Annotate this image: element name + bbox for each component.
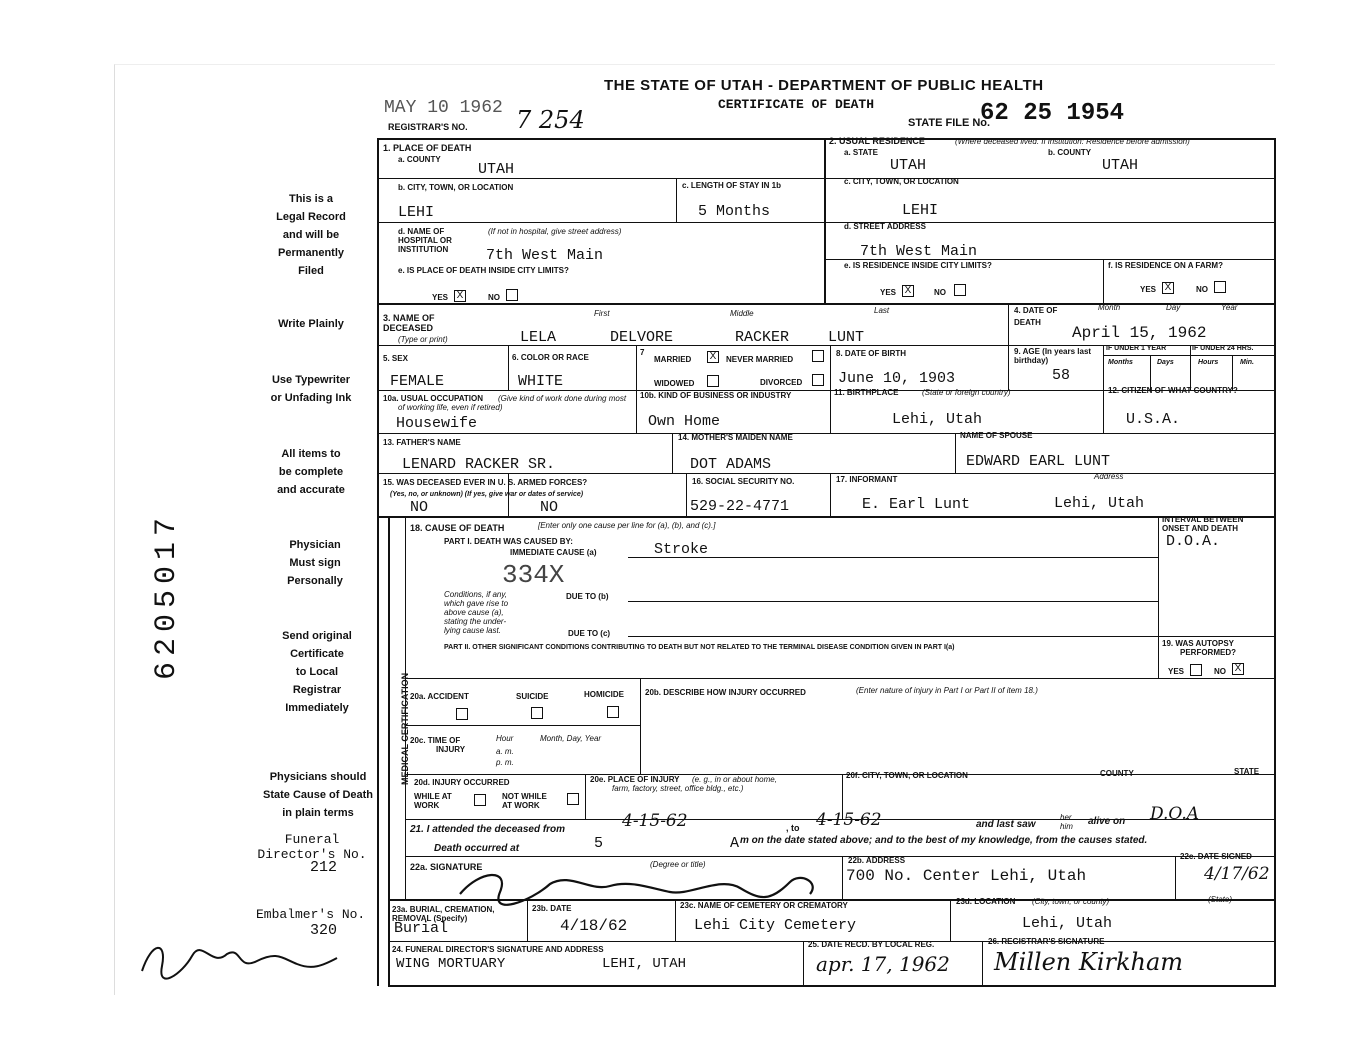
label-burial: 23a. BURIAL, CREMATION, REMOVAL (Specify) — [392, 905, 495, 923]
label-age: 9. AGE (In years last birthday) — [1014, 347, 1092, 365]
form-left-border — [377, 138, 379, 986]
value-cemetery-location: Lehi, Utah — [1022, 915, 1113, 932]
label-inside-city-limits: e. IS PLACE OF DEATH INSIDE CITY LIMITS? — [398, 266, 569, 275]
state-file-number: 62 25 1954 — [980, 100, 1125, 127]
label-immediate-cause: IMMEDIATE CAUSE (a) — [510, 548, 597, 557]
line — [950, 899, 951, 941]
label-no: NO — [1214, 667, 1226, 676]
typewriter-note: Use Typewriter or Unfading Ink — [270, 374, 352, 404]
legal-record-note: This is a Legal Record and will be Permanently Filed — [276, 193, 346, 277]
line — [955, 433, 956, 473]
label-suicide: SUICIDE — [516, 692, 549, 701]
checkbox-accident[interactable] — [456, 708, 468, 720]
line — [686, 473, 687, 516]
label-autopsy: 19. WAS AUTOPSY PERFORMED? — [1162, 639, 1236, 657]
label-injury-county: COUNTY — [1100, 769, 1134, 778]
line — [1103, 259, 1104, 303]
checkbox-farm-no[interactable] — [1214, 281, 1226, 293]
label-place-of-injury-note: (e. g., in or about home, farm, factory, street, office bldg., etc.) — [612, 775, 777, 793]
medical-left-border — [388, 516, 390, 986]
checkbox-inside-limits-yes[interactable]: X — [454, 290, 466, 302]
value-attended-to: 4-15-62 — [816, 810, 882, 830]
label-res-state: a. STATE — [844, 148, 878, 157]
medical-certification-label: MEDICAL CERTIFICATION — [400, 672, 410, 785]
label-due-to-b: DUE TO (b) — [566, 592, 609, 601]
line — [1175, 856, 1176, 900]
value-ssn: 529-22-4771 — [690, 498, 790, 515]
line — [379, 178, 1275, 179]
received-stamp: MAY 10 1962 — [384, 98, 503, 118]
label-no: NO — [488, 293, 500, 302]
label-signature: 22a. SIGNATURE — [410, 862, 483, 872]
label-place-of-injury: 20e. PLACE OF INJURY — [590, 775, 680, 784]
label-spouse: NAME OF SPOUSE — [960, 431, 1033, 440]
line — [1150, 355, 1151, 390]
section-divider — [824, 138, 826, 303]
value-attended-from: 4-15-62 — [622, 811, 688, 831]
label-part-1: PART I. DEATH WAS CAUSED BY: — [444, 537, 573, 546]
label-divorced: DIVORCED — [760, 378, 803, 387]
label-funeral-director: 24. FUNERAL DIRECTOR'S SIGNATURE AND ADDRESS — [392, 945, 604, 954]
label-under-24-hrs: IF UNDER 24 HRS. — [1192, 345, 1254, 352]
value-citizen: U.S.A. — [1126, 411, 1181, 428]
checkbox-never-married[interactable] — [812, 350, 824, 362]
label-injury-state: STATE — [1234, 767, 1260, 776]
funeral-director-label: Funeral Director's No. — [257, 832, 367, 862]
checkbox-autopsy-no[interactable]: X — [1232, 663, 1244, 675]
value-informant: E. Earl Lunt — [862, 496, 971, 513]
checkbox-while-at-work[interactable] — [474, 794, 486, 806]
value-birthplace: Lehi, Utah — [892, 411, 983, 428]
checkbox-married[interactable]: X — [707, 351, 719, 363]
label-hospital: d. NAME OF HOSPITAL OR INSTITUTION — [398, 227, 452, 254]
line — [842, 856, 843, 900]
line — [508, 345, 509, 390]
line — [636, 345, 637, 433]
line — [379, 433, 1275, 434]
label-cause-note: [Enter only one cause per line for (a), (b), and (c).] — [538, 521, 716, 530]
label-never-married: NEVER MARRIED — [726, 355, 794, 364]
label-attended: 21. I attended the deceased from — [410, 824, 566, 835]
line — [1190, 345, 1191, 390]
label-last: Last — [874, 306, 890, 315]
label-address: Address — [1094, 472, 1124, 481]
label-res-inside-limits: e. IS RESIDENCE INSIDE CITY LIMITS? — [844, 261, 992, 270]
label-under-1-year: IF UNDER 1 YEAR — [1106, 345, 1167, 352]
label-months: Months — [1108, 359, 1133, 366]
line — [1008, 303, 1009, 345]
label-citizen: 12. CITIZEN OF WHAT COUNTRY? — [1108, 386, 1238, 395]
checkbox-not-while-at-work[interactable] — [567, 793, 579, 805]
checkbox-res-inside-no[interactable] — [954, 284, 966, 296]
value-death-hour: 5 — [594, 835, 604, 852]
line — [406, 774, 1275, 775]
value-occupation: Housewife — [396, 415, 478, 432]
state-file-label: STATE FILE No. — [908, 117, 991, 129]
complete-note: All items to be complete and accurate — [277, 448, 345, 496]
label-birthplace-note: (State or foreign country) — [922, 388, 1011, 397]
label-conditions: Conditions, if any, which gave rise to above cause (a), stating the under- lying cause last. — [444, 590, 509, 635]
checkbox-suicide[interactable] — [531, 707, 543, 719]
value-interval: D.O.A. — [1166, 533, 1221, 550]
label-type-or-print: (Type or print) — [398, 335, 448, 344]
line — [628, 557, 1158, 558]
line — [628, 636, 1158, 637]
value-date-of-birth: June 10, 1903 — [838, 370, 956, 387]
label-burial-date: 23b. DATE — [532, 904, 572, 913]
label-mother: 14. MOTHER'S MAIDEN NAME — [678, 433, 793, 442]
label-homicide: HOMICIDE — [584, 690, 624, 699]
label-yes: YES — [880, 288, 897, 297]
value-funeral-home: WING MORTUARY — [396, 956, 506, 972]
state-title: THE STATE OF UTAH - DEPARTMENT OF PUBLIC HEALTH — [604, 77, 1044, 94]
line — [406, 678, 1275, 679]
line — [672, 433, 673, 473]
line — [830, 345, 831, 433]
label-days: Days — [1157, 359, 1174, 366]
value-death-am: A — [730, 835, 740, 852]
line — [640, 678, 641, 774]
label-interval: INTERVAL BETWEEN ONSET AND DEATH — [1162, 515, 1244, 533]
line — [1158, 636, 1275, 637]
label-date-of-death: 4. DATE OF DEATH — [1014, 306, 1058, 327]
value-father: LENARD RACKER SR. — [402, 456, 556, 473]
label-ssn: 16. SOCIAL SECURITY NO. — [692, 477, 795, 486]
physicians-cause-note: Physicians should State Cause of Death in plain terms — [262, 771, 374, 819]
label-farm: f. IS RESIDENCE ON A FARM? — [1108, 261, 1223, 270]
value-business: Own Home — [648, 413, 721, 430]
label-married: MARRIED — [654, 355, 692, 364]
line — [1103, 345, 1104, 433]
embalmer-number: 320 — [310, 922, 338, 939]
label-cemetery-location: 23d. LOCATION — [956, 897, 1016, 906]
certificate-title: CERTIFICATE OF DEATH — [718, 97, 875, 112]
value-physician-address: 700 No. Center Lehi, Utah — [846, 867, 1087, 885]
value-informant-address: Lehi, Utah — [1054, 495, 1145, 512]
label-to: , to — [786, 823, 800, 833]
label-last-saw: and last saw — [976, 819, 1036, 830]
label-pm: p. m. — [496, 758, 514, 767]
label-usual-occupation: 10a. USUAL OCCUPATION — [383, 394, 484, 403]
label-res-city: c. CITY, TOWN, OR LOCATION — [844, 177, 959, 186]
checkbox-divorced[interactable] — [812, 374, 824, 386]
value-last-name: LUNT — [828, 329, 865, 346]
label-city: b. CITY, TOWN, OR LOCATION — [398, 183, 514, 192]
label-day: Day — [1166, 303, 1181, 312]
label-injury-occurred: 20d. INJURY OCCURRED — [414, 778, 510, 787]
label-yes: YES — [1168, 667, 1185, 676]
label-widowed: WIDOWED — [654, 379, 695, 388]
value-race: WHITE — [518, 373, 564, 390]
line — [982, 941, 983, 985]
line — [1232, 355, 1233, 390]
label-name-deceased: 3. NAME OF DECEASED — [383, 313, 435, 333]
label-min: Min. — [1240, 359, 1254, 366]
line — [1103, 355, 1275, 356]
label-yes: YES — [432, 293, 449, 302]
label-not-while-at-work: NOT WHILE AT WORK — [502, 792, 547, 810]
label-sex: 5. SEX — [383, 354, 408, 363]
send-original-note: Send original Certificate to Local Registrar Immediately — [282, 630, 352, 714]
label-month: Month — [1098, 303, 1121, 312]
value-maiden-name: RACKER — [735, 329, 790, 346]
value-res-city: LEHI — [902, 202, 939, 219]
line — [1008, 345, 1009, 390]
label-describe-injury-note: (Enter nature of injury in Part I or Part II of item 18.) — [856, 686, 1038, 695]
value-burial-date: 4/18/62 — [560, 917, 628, 935]
value-alive-on: D.O.A — [1150, 804, 1200, 824]
label-registrar-signature: 26. REGISTRAR'S SIGNATURE — [988, 937, 1105, 946]
label-birthplace: 11. BIRTHPLACE — [834, 388, 899, 397]
label-degree: (Degree or title) — [650, 860, 706, 869]
line — [379, 222, 1275, 223]
value-middle-name: DELVORE — [610, 329, 674, 346]
value-armed-forces: NO — [410, 499, 429, 516]
checkbox-inside-limits-no[interactable] — [506, 289, 518, 301]
line — [803, 941, 804, 985]
form-right-border — [1274, 138, 1276, 986]
funeral-director-number: 212 — [310, 859, 338, 876]
label-usual-residence: 2. USUAL RESIDENCE — [829, 136, 925, 146]
label-color-race: 6. COLOR OR RACE — [512, 353, 589, 362]
label-armed-forces: 15. WAS DECEASED EVER IN U. S. ARMED FORCES? — [383, 478, 588, 487]
label-cause-of-death: 18. CAUSE OF DEATH — [410, 523, 505, 533]
value-mother: DOT ADAMS — [690, 456, 772, 473]
registrar-label: REGISTRAR'S NO. — [388, 122, 468, 132]
label-middle: Middle — [730, 309, 754, 318]
label-describe-injury: 20b. DESCRIBE HOW INJURY OCCURRED — [645, 688, 806, 697]
registrar-number: 7 254 — [516, 106, 585, 134]
label-res-street: d. STREET ADDRESS — [844, 222, 926, 231]
line — [585, 774, 586, 819]
line — [676, 178, 677, 223]
label-injury-city: 20f. CITY, TOWN, OR LOCATION — [846, 771, 968, 780]
line — [830, 473, 831, 516]
value-funeral-city: LEHI, UTAH — [602, 956, 687, 972]
label-am: a. m. — [496, 747, 514, 756]
label-res-county: b. COUNTY — [1048, 148, 1092, 157]
label-no: NO — [934, 288, 946, 297]
value-date-received: apr. 17, 1962 — [816, 952, 950, 976]
line — [377, 516, 1275, 518]
embalmer-signature — [132, 936, 372, 986]
label-physician-address: 22b. ADDRESS — [848, 856, 906, 865]
label-armed-forces-note: (Yes, no, or unknown) (If yes, give war or dates of service) — [390, 491, 584, 498]
value-res-county: UTAH — [1102, 157, 1139, 174]
line — [379, 473, 1275, 474]
label-her-him: her him — [1060, 813, 1073, 831]
write-plainly-note: Write Plainly — [278, 318, 344, 330]
label-father: 13. FATHER'S NAME — [383, 438, 461, 447]
value-length-of-stay: 5 Months — [698, 203, 771, 220]
value-registrar-signature: Millen Kirkham — [994, 948, 1184, 976]
value-sex: FEMALE — [390, 373, 445, 390]
line — [406, 725, 640, 726]
checkbox-autopsy-yes[interactable] — [1190, 664, 1202, 676]
label-informant: 17. INFORMANT — [836, 475, 898, 484]
label-part-2: PART II. OTHER SIGNIFICANT CONDITIONS CONTRIBUTING TO DEATH BUT NOT RELATED TO THE TERMINAL DISEASE CONDITION GIVEN IN PART I(a) — [444, 644, 955, 651]
label-month-day-year: Month, Day, Year — [540, 734, 602, 743]
label-date-received: 25. DATE RECD. BY LOCAL REG. — [808, 940, 935, 949]
label-business: 10b. KIND OF BUSINESS OR INDUSTRY — [640, 391, 792, 400]
label-usual-residence-note: (Where deceased lived. If institution: Residence before admission) — [955, 137, 1190, 146]
label-yes: YES — [1140, 285, 1157, 294]
value-burial: Burial — [394, 920, 449, 937]
value-spouse: EDWARD EARL LUNT — [966, 453, 1111, 470]
label-year: Year — [1221, 303, 1238, 312]
value-date-signed: 4/17/62 — [1204, 864, 1270, 884]
checkbox-widowed[interactable] — [707, 375, 719, 387]
checkbox-res-inside-yes[interactable]: X — [902, 285, 914, 297]
physician-sign-note: Physician Must sign Personally — [287, 539, 343, 587]
label-cemetery: 23c. NAME OF CEMETERY OR CREMATORY — [680, 901, 848, 910]
value-age: 58 — [1052, 367, 1071, 384]
label-m-on-date: m on the date stated above; and to the best of my knowledge, from the causes stated. — [740, 835, 1148, 846]
line — [406, 856, 1275, 857]
label-no: NO — [1196, 285, 1208, 294]
label-time-of-injury: 20c. TIME OF INJURY — [410, 736, 466, 754]
line — [1158, 516, 1159, 678]
value-immediate-cause: Stroke — [654, 541, 709, 558]
value-first-name: LELA — [520, 329, 557, 346]
label-county: a. COUNTY — [398, 155, 441, 164]
checkbox-farm-yes[interactable]: X — [1162, 282, 1174, 294]
value-city: LEHI — [398, 204, 435, 221]
label-hour: Hour — [496, 734, 514, 743]
label-place-of-death: 1. PLACE OF DEATH — [383, 143, 472, 153]
value-cemetery: Lehi City Cemetery — [694, 917, 857, 934]
label-first: First — [594, 309, 610, 318]
embalmer-label: Embalmer's No. — [256, 907, 366, 922]
value-res-state: UTAH — [890, 157, 927, 174]
value-date-of-death: April 15, 1962 — [1072, 324, 1207, 342]
label-while-at-work: WHILE AT WORK — [414, 792, 452, 810]
value-hospital: 7th West Main — [486, 247, 604, 264]
value-county: UTAH — [478, 161, 515, 178]
line — [377, 303, 1275, 305]
label-due-to-c: DUE TO (c) — [568, 629, 611, 638]
label-length-of-stay: c. LENGTH OF STAY IN 1b — [682, 181, 781, 190]
form-bottom-border — [388, 985, 1276, 987]
cause-code: 334X — [502, 560, 565, 590]
label-accident: 20a. ACCIDENT — [410, 692, 469, 701]
value-res-street: 7th West Main — [860, 243, 978, 260]
label-death-occurred: Death occurred at — [434, 843, 520, 854]
label-cemetery-location-note: (City, town, or county) — [1032, 897, 1110, 906]
label-hours: Hours — [1198, 359, 1219, 366]
line — [628, 601, 1158, 602]
label-alive-on: alive on — [1088, 816, 1126, 827]
value-war-service: NO — [540, 499, 559, 516]
label-date-signed: 22c. DATE SIGNED — [1180, 852, 1252, 861]
label-state-paren: (State) — [1208, 895, 1233, 904]
checkbox-homicide[interactable] — [607, 706, 619, 718]
label-date-of-birth: 8. DATE OF BIRTH — [836, 349, 907, 358]
label-hospital-note: (If not in hospital, give street address) — [488, 227, 622, 236]
label-marital-7: 7 — [640, 348, 645, 357]
label-occupation-note: (Give kind of work done during most of working life, even if retired) — [398, 394, 627, 412]
